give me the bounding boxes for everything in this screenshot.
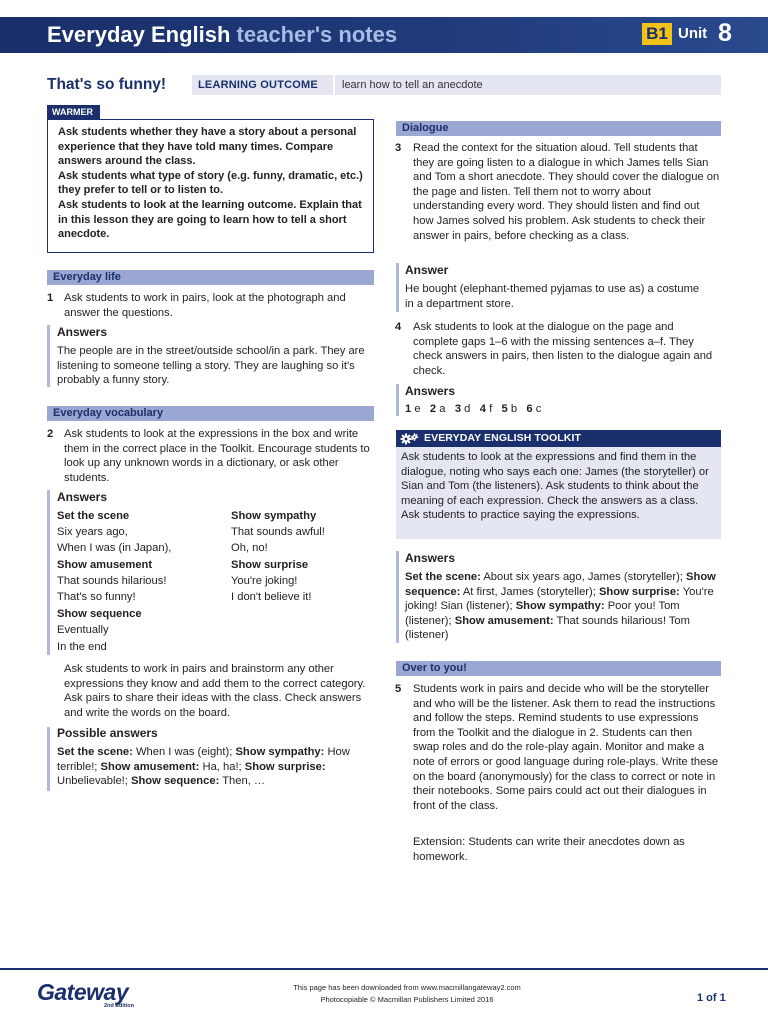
download-line: This page has been downloaded from www.macmillangateway2.com [293, 983, 521, 992]
expression: Eventually [57, 624, 109, 636]
gap-number: 3 [454, 403, 462, 415]
learning-outcome-label: LEARNING OUTCOME [198, 79, 318, 91]
answers-text: The people are in the street/outside school/in a park. They are listening to someone telling a story. They are laughing so it's probably a funny story. [57, 345, 365, 387]
answers-heading: Answers [405, 384, 456, 398]
answers-heading: Answers [405, 551, 456, 565]
expression: That's so funny! [57, 591, 136, 603]
expression: Oh, no! [231, 542, 268, 554]
toolkit-text: Ask students to look at the expressions and find them in the dialogue, noting who says each one: James (the storyteller) or Sian and Tom (the listeners). Ask students to think about the meaning of each expression. Check the answers as a class. Ask students to practice saying the expressions. [401, 451, 709, 522]
category-heading: Show amusement [57, 559, 153, 571]
lesson-title: That's so funny! [47, 76, 167, 93]
gap-letter: f [489, 403, 493, 415]
step-text: Ask students to look at the dialogue on the page and complete gaps 1–6 with the missing sentences a–f. They check answers in pairs, then listen to the dialogue again and check. [413, 321, 713, 377]
outcome-divider [333, 75, 335, 95]
expression: That sounds hilarious! [57, 575, 167, 587]
dialogue-heading: Dialogue [396, 121, 721, 136]
gap-letter: a [439, 403, 446, 415]
expression: You're joking! [231, 575, 298, 587]
possible-answers-rule [47, 727, 50, 791]
answers-heading: Answers [57, 325, 108, 339]
answers-rule [47, 490, 50, 655]
answers-rule [396, 384, 399, 416]
category-heading: Set the scene [57, 510, 130, 522]
warmer-paragraph: Ask students whether they have a story about a personal experience that they have told many times. Compare answers around the class. [58, 126, 357, 168]
gap-number: 6 [526, 403, 533, 415]
warmer-label: WARMER [47, 105, 100, 119]
gap-number: 4 [479, 403, 486, 415]
footer-rule [0, 968, 768, 970]
page-number: 1 of 1 [697, 992, 726, 1004]
step-text: Ask students to work in pairs, look at the photograph and answer the questions. [64, 292, 346, 319]
header-subtitle: teacher's notes [236, 22, 398, 47]
answer-text: He bought (elephant-themed pyjamas to use as) a costume in a department store. [405, 283, 700, 310]
toolkit-box [396, 447, 721, 539]
category-heading: Show surprise [231, 559, 309, 571]
step-text: Read the context for the situation aloud. Tell students that they are going listen to a dialogue in which James tells Sian and Tom a short anecdote. They should cover the dialogue on the page and listen. Tell them not to worry about understanding every word. They should listen and find out how James solved his problem. Ask students to check their answer in pairs, before checking as a class. [413, 142, 720, 242]
step-number: 2 [47, 428, 54, 440]
warmer-paragraph: Ask students to look at the learning outcome. Explain that in this lesson they are going to learn how to tell a short anecdote. [58, 198, 362, 241]
expression: That sounds awful! [231, 526, 325, 538]
warmer-box [47, 119, 374, 253]
answer-heading: Answer [405, 263, 449, 277]
step-number: 1 [47, 292, 54, 304]
gap-letter: c [535, 403, 542, 415]
gap-number: 2 [429, 403, 437, 415]
followup-text: Ask students to work in pairs and brainstorm any other expressions they know and add them to the correct category. Ask pairs to share their ideas with the class. Check answers and write the words on the board. [64, 663, 366, 719]
toolkit-heading: EVERYDAY ENGLISH TOOLKIT [396, 430, 721, 447]
gap-number: 1 [405, 403, 412, 415]
answers-rule [396, 551, 399, 643]
gap-answers [405, 402, 705, 417]
category-heading: Show sympathy [231, 510, 317, 522]
step-number: 4 [395, 321, 402, 333]
level-badge: B1 [642, 23, 672, 45]
toolkit-answers-text: Set the scene: About six years ago, James (storyteller); Show sequence: At first, James (storyteller); Show surprise: You're joking! Sian (listener); Show sympathy: Poor you! Tom (listener); Show amusement: That sounds hilarious! Tom (listener) [405, 571, 716, 642]
expression: Six years ago, [57, 526, 128, 538]
answers-heading: Answers [57, 490, 108, 504]
step-text: Ask students to look at the expressions in the box and write them in the correct place in the Toolkit. Encourage students to look up any unknown words in a dictionary, or ask other students. [64, 428, 370, 484]
unit-number: 8 [718, 19, 732, 47]
gateway-logo: Gateway [37, 979, 129, 1005]
edition-label: 2nd Edition [104, 1003, 134, 1009]
over-to-you-heading: Over to you! [396, 661, 721, 676]
gap-letter: e [414, 403, 421, 415]
possible-answers-text: Set the scene: When I was (eight); Show sympathy: How terrible!; Show amusement: Ha, ha!; Show surprise: Unbelievable!; Show sequence: Then, … [57, 746, 350, 788]
gap-letter: b [510, 403, 518, 415]
possible-answers-heading: Possible answers [57, 726, 158, 740]
warmer-paragraph: Ask students what type of story (e.g. funny, dramatic, etc.) they prefer to tell or to listen to. [58, 169, 363, 197]
gap-number: 5 [501, 403, 508, 415]
gears-icon [400, 432, 420, 446]
everyday-vocabulary-heading: Everyday vocabulary [47, 406, 374, 421]
answers-rule [47, 325, 50, 387]
header-title-main: Everyday English [47, 22, 231, 47]
gap-letter: d [464, 403, 471, 415]
learning-outcome-text: learn how to tell an anecdote [342, 79, 483, 91]
step-number: 5 [395, 683, 402, 695]
expression: In the end [57, 641, 107, 653]
step-text: Students work in pairs and decide who will be the storyteller and who will be the listener. Ask them to read the instructions and follow the steps. Remind students to use expressions from the Toolkit and the dialogue in 2. Students can then swap roles and do the role-play again. Monitor and make a note of errors or good language during role-plays. Write these on the board (anonymously) for the class to correct or note in their notebooks. Some pairs could act out their dialogues in front of the class. [413, 683, 719, 812]
copyright-line: Photocopiable © Macmillan Publishers Limited 2016 [320, 995, 494, 1004]
category-heading: Show sequence [57, 608, 142, 620]
expression: When I was (in Japan), [57, 542, 172, 554]
everyday-life-heading: Everyday life [47, 270, 374, 285]
extension-text: Extension: Students can write their anecdotes down as homework. [413, 836, 685, 863]
header-title [47, 22, 397, 48]
expression: I don't believe it! [231, 591, 312, 603]
unit-label: Unit [678, 25, 708, 42]
step-number: 3 [395, 142, 402, 154]
answer-rule [396, 263, 399, 312]
